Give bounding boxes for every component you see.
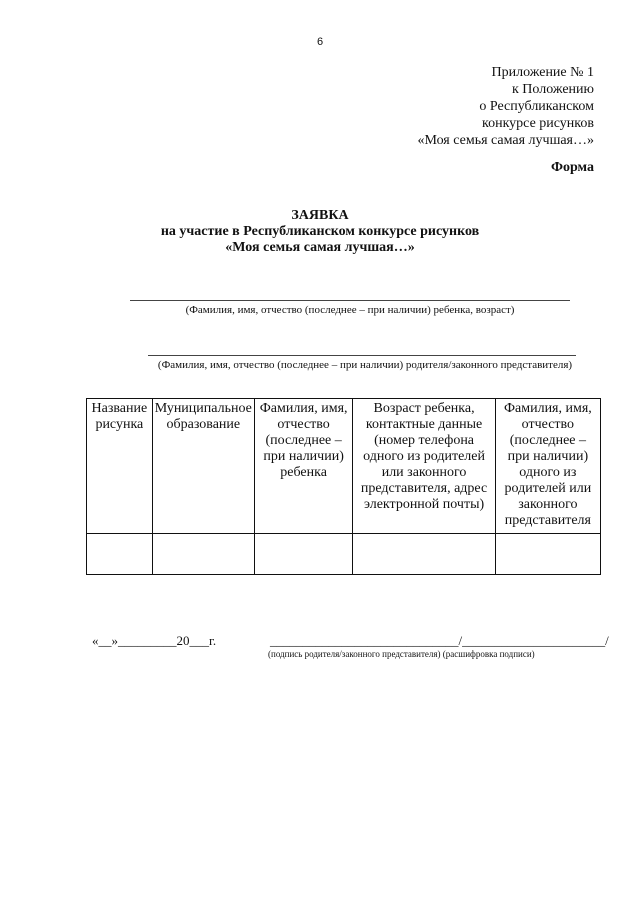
table-row bbox=[87, 534, 601, 575]
parent-name-field[interactable] bbox=[148, 355, 576, 356]
appendix-line: о Республиканском bbox=[479, 99, 594, 114]
child-name-field[interactable] bbox=[130, 300, 570, 301]
appendix-line: «Моя семья самая лучшая…» bbox=[417, 133, 594, 148]
child-name-caption: (Фамилия, имя, отчество (последнее – при наличии) ребенка, возраст) bbox=[185, 304, 515, 316]
column-header-child-name: Фамилия, имя, отчество (последнее – при наличии) ребенка bbox=[254, 399, 352, 534]
column-header-age-contacts: Возраст ребенка, контактные данные (номер телефона одного из родителей или законного представителя, адрес электронной почты) bbox=[353, 399, 495, 534]
table-cell-child-name[interactable] bbox=[254, 534, 352, 575]
appendix-line: конкурсе рисунков bbox=[482, 116, 594, 131]
title-heading: ЗАЯВКА bbox=[291, 208, 349, 223]
table-cell-drawing-title[interactable] bbox=[87, 534, 153, 575]
appendix-line: Приложение № 1 bbox=[491, 65, 594, 80]
column-header-parent-name: Фамилия, имя, отчество (последнее – при наличии) одного из родителей или законного представителя bbox=[495, 399, 600, 534]
table-header-row bbox=[87, 399, 601, 534]
table-cell-age-contacts[interactable] bbox=[353, 534, 495, 575]
column-header-drawing-title: Название рисунка bbox=[87, 399, 153, 534]
signature-field[interactable]: _____________________________/______________________/ bbox=[270, 633, 609, 648]
title-line: на участие в Республиканском конкурсе рисунков bbox=[160, 224, 480, 239]
date-field[interactable]: «__»_________20___г. bbox=[92, 633, 217, 648]
column-header-municipality: Муниципальное образование bbox=[152, 399, 254, 534]
appendix-line: к Положению bbox=[511, 82, 594, 97]
parent-name-caption: (Фамилия, имя, отчество (последнее – при наличии) родителя/законного представителя) bbox=[157, 359, 573, 371]
page-number: 6 bbox=[316, 36, 324, 48]
signature-caption: (подпись родителя/законного представителя) (расшифровка подписи) bbox=[268, 649, 535, 659]
form-label: Форма bbox=[550, 160, 594, 175]
application-table bbox=[86, 398, 601, 575]
document-title bbox=[0, 208, 640, 256]
table-cell-municipality[interactable] bbox=[152, 534, 254, 575]
table-cell-parent-name[interactable] bbox=[495, 534, 600, 575]
title-line: «Моя семья самая лучшая…» bbox=[225, 240, 415, 255]
appendix-reference bbox=[417, 64, 594, 149]
